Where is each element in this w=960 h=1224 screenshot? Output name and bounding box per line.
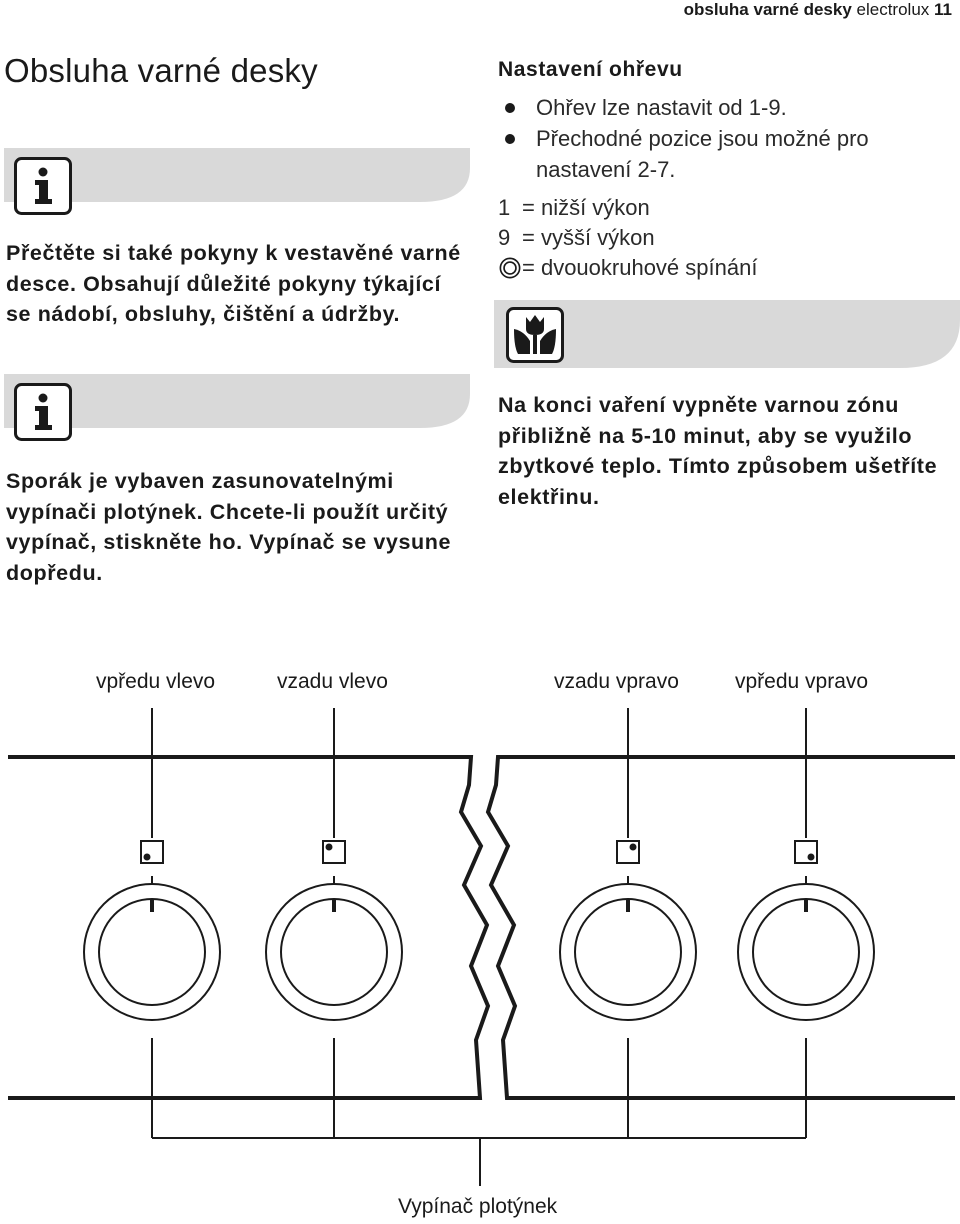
- info-bar: [0, 148, 470, 218]
- legend-text: = nižší výkon: [522, 195, 650, 220]
- running-header: [684, 0, 952, 20]
- legend-key: 1: [498, 195, 511, 220]
- bullet-item: Ohřev lze nastavit od 1-9.: [498, 92, 938, 123]
- zone-front-left-icon: [144, 854, 151, 861]
- legend-row: [498, 253, 938, 283]
- page-number: 11: [934, 0, 952, 19]
- knob-rear-right[interactable]: [560, 876, 696, 1020]
- zone-label-front-right: vpředu vpravo: [735, 670, 869, 693]
- header-brand: electrolux: [856, 0, 930, 19]
- knob-caption: Vypínač plotýnek: [398, 1195, 558, 1218]
- zone-label-rear-left: vzadu vlevo: [277, 670, 388, 693]
- eco-flower-icon: [506, 307, 564, 363]
- legend-row: [498, 193, 938, 223]
- bullet-item: Přechodné pozice jsou možné pro nastavení 2-7.: [498, 123, 938, 185]
- zone-front-right-icon: [808, 854, 815, 861]
- eco-bar: [490, 300, 960, 370]
- dual-circuit-icon: [498, 257, 522, 279]
- knob-front-left[interactable]: [84, 876, 220, 1020]
- legend-key: 9: [498, 225, 511, 250]
- header-section: obsluha varné desky: [683, 0, 852, 19]
- bullet-dot: [505, 134, 515, 144]
- info-bar: [0, 374, 470, 444]
- note-text: Sporák je vybaven zasunovatelnými vypínači plotýnek. Chcete-li použít určitý vypínač, stiskněte ho. Vypínač se vysune dopředu.: [6, 469, 452, 585]
- zone-rear-left-icon: [326, 844, 333, 851]
- zone-label-rear-right: vzadu vpravo: [554, 670, 679, 693]
- settings-bullets: [498, 92, 938, 185]
- zone-rear-right-icon: [630, 844, 637, 851]
- legend-text: = vyšší výkon: [522, 225, 655, 250]
- section-heading: Nastavení ohřevu: [498, 58, 683, 81]
- legend-row: [498, 223, 938, 253]
- knob-rear-left[interactable]: [266, 876, 402, 1020]
- note-text: Přečtěte si také pokyny k vestavěné varné desce. Obsahují důležité pokyny týkající se nádobí, obsluhy, čištění a údržby.: [6, 241, 461, 326]
- info-icon: [14, 157, 72, 215]
- legend-text: = dvouokruhové spínání: [522, 255, 758, 280]
- knob-front-right[interactable]: [738, 876, 874, 1020]
- control-panel-diagram: [0, 700, 960, 1200]
- bullet-dot: [505, 103, 515, 113]
- page-title: Obsluha varné desky: [4, 52, 318, 89]
- zone-label-front-left: vpředu vlevo: [96, 670, 216, 693]
- eco-text: Na konci vaření vypněte varnou zónu přibližně na 5-10 minut, aby se využilo zbytkové teplo. Tímto způsobem ušetříte elektřinu.: [498, 393, 938, 509]
- info-icon: [14, 383, 72, 441]
